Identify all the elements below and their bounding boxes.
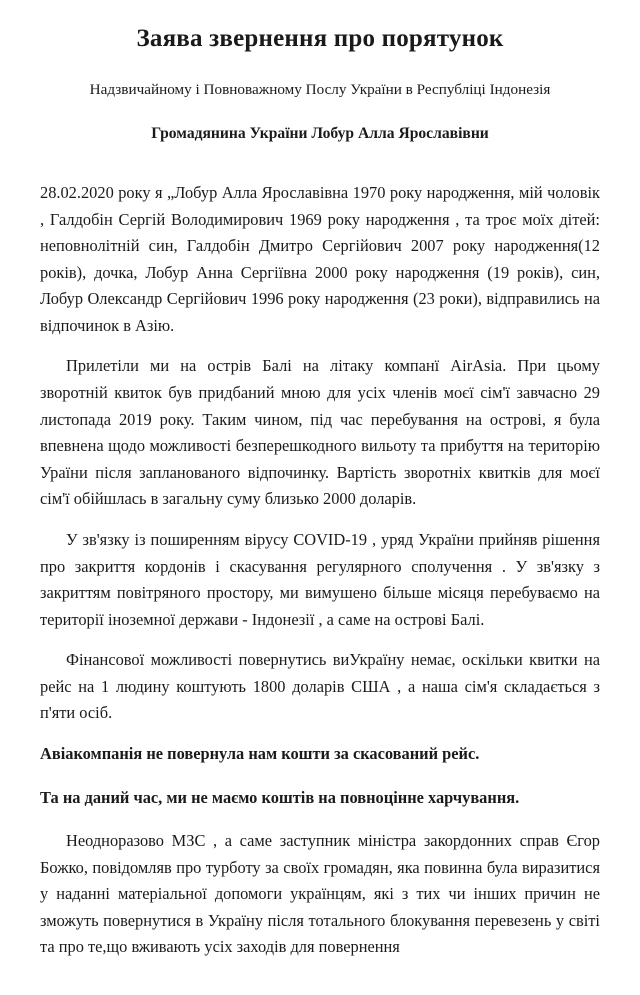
paragraph-1: 28.02.2020 року я „Лобур Алла Ярославівна 1970 року народження, мій чоловік , Галдобін Сергій Володимирович 1969 року народження , та троє моїх дітей: неповнолітній син, Галдобін Дмитро Сергійович 2007 року народження(12 років), дочка, Лобур Анна Сергіївна 2000 року народження (19 років), син, Лобур Олександр Сергійович 1996 року народження (23 роки), відправились на відпочинок в Азію. [40, 183, 600, 335]
applicant-line: Громадянина України Лобур Алла Ярославівни [151, 124, 489, 142]
document-body [40, 180, 600, 961]
addressee-line: Надзвичайному і Повноважному Послу України в Республіці Індонезія [89, 81, 551, 98]
paragraph-3: У зв'язку із поширенням вірусу COVID-19 , уряд України прийняв рішення про закриття кордонів і скасування регулярного сполучення . У зв'язку з закриттям повітряного простору, ми вимушено більше місяця перебуваємо на території іноземної держави - Індонезії , а саме на острові Балі. [40, 529, 600, 629]
paragraph-4: Фінансової можливості повернутись виУкраїну немає, оскільки квитки на рейс на 1 людину коштують 1800 доларів США , а наша сім'я складається з п'яти осіб. [40, 650, 600, 723]
page-title: Заява звернення про порятунок [136, 25, 504, 52]
paragraph-5-emphasis: Авіакомпанія не повернула нам кошти за скасований рейс. [40, 744, 480, 763]
paragraph-7: Неодноразово МЗС , а саме заступник міністра закордонних справ Єгор Божко, повідомляв про турботу за своїх громадян, яка повинна була виразитися у наданні матеріальної допомоги українцям, які з тих чи інших причин не зможуть повернутися в Україну після тотального блокування перевезень у світі та про те,що вживають усіх заходів для повернення [40, 831, 600, 957]
paragraph-6-emphasis: Та на даний час, ми не маємо коштів на повноцінне харчування. [40, 787, 520, 807]
paragraph-2: Прилетіли ми на острів Балі на літаку компанї AirAsia. При цьому зворотній квиток був придбаний мною для усіх членів моєї сім'ї завчасно 29 листопада 2019 року. Таким чином, під час перебування на острові, я була впевнена щодо можливості безперешкодного вильоту та прибуття на територію Ураїни після запланованого відпочинку. Вартість зворотніх квитків для моєї сім'ї обійшлась в загальну суму близько 2000 доларів. [40, 356, 600, 509]
